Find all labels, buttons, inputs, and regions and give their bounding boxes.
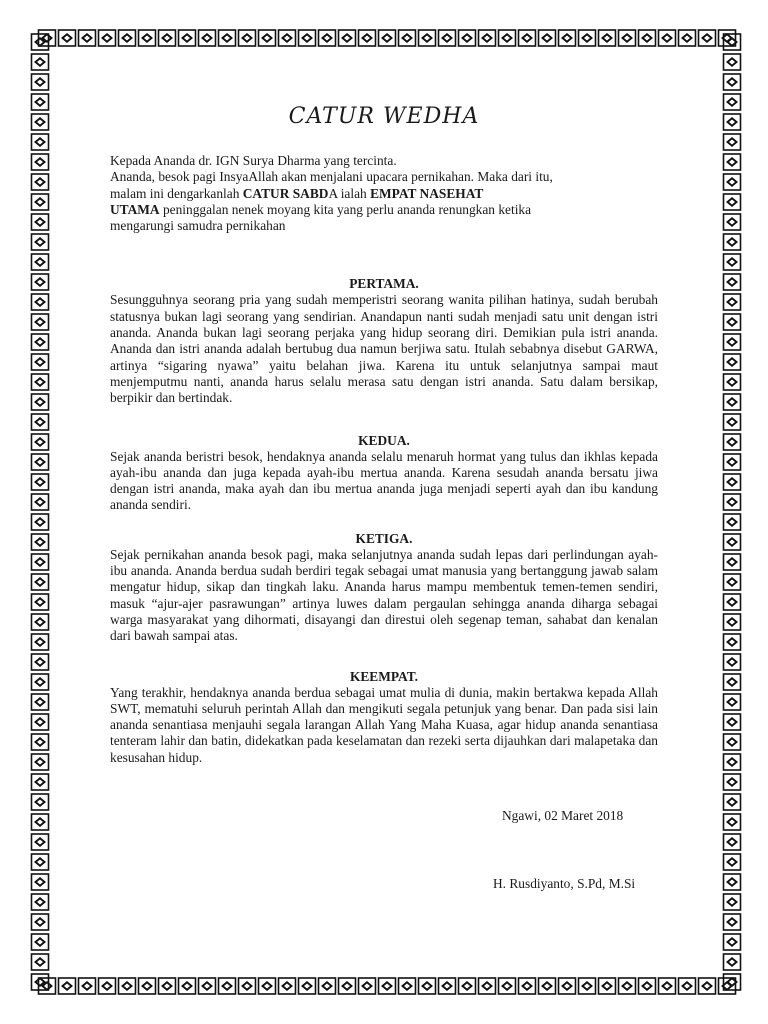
border-tile <box>32 574 49 590</box>
border-tile <box>724 954 741 970</box>
border-tile <box>79 30 96 46</box>
border-tile <box>419 978 436 994</box>
border-tile <box>32 814 49 830</box>
border-tile <box>724 734 741 750</box>
border-tile <box>724 654 741 670</box>
border-tile <box>32 374 49 390</box>
border-tile <box>519 978 536 994</box>
border-tile <box>724 234 741 250</box>
document-body <box>110 104 658 766</box>
border-tile <box>259 30 276 46</box>
border-tile <box>724 794 741 810</box>
section-body: Yang terakhir, hendaknya ananda berdua sebagai umat mulia di dunia, makin bertakwa kepada Allah SWT, mematuhi seluruh perintah Allah dan mengikuti segala petunjuk yang benar. Dan pada sisi lain ananda senantiasa menjauhi segala larangan Allah Yang Maha Kuasa, agar hidup ananda senantiasa tenteram lahir dan batin, didekatkan pada keselamatan dan rezeki serta dijauhkan dari malapetaka dan kesusahan hidup. <box>110 684 658 765</box>
border-tile <box>539 30 556 46</box>
border-tile <box>32 354 49 370</box>
border-tile <box>32 314 49 330</box>
border-tile <box>32 654 49 670</box>
border-tile <box>724 94 741 110</box>
border-tile <box>724 494 741 510</box>
border-tile <box>32 594 49 610</box>
border-tile <box>724 574 741 590</box>
border-tile <box>379 30 396 46</box>
border-tile <box>32 514 49 530</box>
border-tile <box>619 30 636 46</box>
border-tile <box>724 674 741 690</box>
border-tile <box>32 54 49 70</box>
border-tile <box>279 978 296 994</box>
border-tile <box>299 30 316 46</box>
border-tile <box>139 978 156 994</box>
border-tile <box>32 614 49 630</box>
border-tile <box>639 30 656 46</box>
border-tile <box>479 30 496 46</box>
border-tile <box>119 30 136 46</box>
border-tile <box>724 474 741 490</box>
border-tile <box>599 978 616 994</box>
border-tile <box>32 394 49 410</box>
border-tile <box>724 694 741 710</box>
intro-line-2: Ananda, besok pagi InsyaAllah akan menjalani upacara pernikahan. Maka dari itu, <box>110 169 553 185</box>
border-tile <box>32 454 49 470</box>
section-body: Sejak ananda beristri besok, hendaknya ananda selalu menaruh hormat yang tulus dan ikhlas kepada ayah-ibu ananda dan juga kepada ayah-ibu mertua ananda. Karena sesudah ananda bersatu jiwa dengan istri ananda, maka ayah dan ibu mertua ananda juga menjadi seperti ayah dan ibu kandung ananda sendiri. <box>110 448 658 513</box>
border-tile <box>559 978 576 994</box>
border-tile <box>359 30 376 46</box>
intro-text: malam ini dengarkanlah <box>110 185 243 201</box>
border-tile <box>32 694 49 710</box>
border-tile <box>339 978 356 994</box>
border-tile <box>32 914 49 930</box>
border-tile <box>179 30 196 46</box>
border-tile <box>724 874 741 890</box>
border-tile <box>699 978 716 994</box>
border-tile <box>159 978 176 994</box>
intro-bold: UTAMA <box>110 201 160 217</box>
border-tile <box>279 30 296 46</box>
border-tile <box>32 754 49 770</box>
border-tile <box>199 30 216 46</box>
section-ketiga <box>110 531 658 645</box>
border-tile <box>724 914 741 930</box>
border-tile <box>32 334 49 350</box>
border-tile <box>199 978 216 994</box>
border-tile <box>724 974 741 990</box>
document-date: Ngawi, 02 Maret 2018 <box>502 808 624 823</box>
border-tile <box>579 30 596 46</box>
border-tile <box>32 214 49 230</box>
border-tile <box>659 30 676 46</box>
border-tile <box>724 374 741 390</box>
border-tile <box>139 30 156 46</box>
border-tile <box>259 978 276 994</box>
border-tile <box>32 934 49 950</box>
intro-text: peninggalan nenek moyang kita yang perlu ananda renungkan ketika <box>159 201 532 217</box>
border-tile <box>724 114 741 130</box>
border-tile <box>319 30 336 46</box>
border-tile <box>32 34 49 50</box>
border-tile <box>724 454 741 470</box>
border-tile <box>359 978 376 994</box>
border-tile <box>79 978 96 994</box>
border-tile <box>32 774 49 790</box>
border-tile <box>59 978 76 994</box>
border-tile <box>339 30 356 46</box>
border-tile <box>32 794 49 810</box>
document-title: CATUR WEDHA <box>288 104 480 129</box>
border-tile <box>619 978 636 994</box>
border-tile <box>499 978 516 994</box>
border-bottom-ornament <box>30 976 744 996</box>
signer-name: H. Rusdiyanto, S.Pd, M.Si <box>493 876 636 891</box>
border-tile <box>659 978 676 994</box>
border-tile <box>459 30 476 46</box>
border-tile <box>319 978 336 994</box>
border-tile <box>32 854 49 870</box>
section-body: Sesungguhnya seorang pria yang sudah memperistri seorang wanita pilihan hatinya, sudah berubah statusnya bukan lagi seorang yang sendirian. Anandapun nanti sudah menjadi satu unit dengan istri ananda. Ananda bukan lagi seorang perjaka yang hidup seorang diri. Demikian pula istri ananda. Ananda dan istri ananda adalah bertubug dua namun berjiwa satu. Itulah sebabnya disebut GARWA, artinya “sigaring nyawa” yaitu belahan jiwa. Karena itu untuk selanjutnya sampai maut menjemputmu nanti, ananda harus selalu merasa satu dengan istri ananda. Satu dalam bersikap, berpikir dan bertindak. <box>110 292 658 406</box>
border-tile <box>32 294 49 310</box>
border-tile <box>32 274 49 290</box>
border-tile <box>32 494 49 510</box>
border-tile <box>724 514 741 530</box>
border-tile <box>724 134 741 150</box>
border-tile <box>239 30 256 46</box>
border-tile <box>724 834 741 850</box>
section-title: PERTAMA. <box>349 276 419 292</box>
border-tile <box>99 978 116 994</box>
border-tile <box>459 978 476 994</box>
border-tile <box>399 30 416 46</box>
border-tile <box>724 354 741 370</box>
border-top-ornament <box>30 28 744 48</box>
section-kedua <box>110 433 658 514</box>
border-tile <box>724 174 741 190</box>
border-tile <box>119 978 136 994</box>
section-title: KETIGA. <box>355 530 413 546</box>
border-tile <box>724 814 741 830</box>
border-tile <box>724 434 741 450</box>
border-tile <box>724 34 741 50</box>
border-tile <box>724 754 741 770</box>
border-tile <box>239 978 256 994</box>
border-tile <box>724 274 741 290</box>
border-tile <box>724 314 741 330</box>
border-tile <box>499 30 516 46</box>
border-tile <box>32 94 49 110</box>
border-tile <box>32 674 49 690</box>
section-body: Sejak pernikahan ananda besok pagi, maka selanjutnya ananda sudah lepas dari perlindungan ayah-ibu ananda. Ananda berdua sudah berdiri tegak sebagai umat manusia yang bertanggung jawab salam mengatur hidup, sikap dan tingkah laku. Ananda harus mampu membentuk temen-temen sendiri, masuk “ajur-ajer pasrawungan” artinya luwes dalam pergaulan sehingga ananda diharga sebagai warga masyarakat yang dihormati, disayangi dan direstui oleh segenap teman, sahabat dan kenalan dari bawah sampai atas. <box>110 546 658 644</box>
border-tile <box>299 978 316 994</box>
section-pertama <box>110 276 658 406</box>
border-tile <box>399 978 416 994</box>
border-tile <box>32 974 49 990</box>
border-tile <box>599 30 616 46</box>
border-tile <box>32 234 49 250</box>
border-tile <box>724 154 741 170</box>
intro-line-3 <box>110 186 658 202</box>
border-tile <box>724 934 741 950</box>
border-left-ornament <box>30 28 50 996</box>
border-tile <box>724 534 741 550</box>
intro-bold: CATUR SABD <box>242 185 329 201</box>
border-tile <box>32 74 49 90</box>
border-tile <box>724 774 741 790</box>
border-tile <box>32 114 49 130</box>
section-title: KEDUA. <box>358 432 410 448</box>
border-tile <box>724 414 741 430</box>
border-tile <box>32 134 49 150</box>
border-tile <box>32 254 49 270</box>
border-tile <box>439 978 456 994</box>
border-tile <box>679 978 696 994</box>
border-tile <box>679 30 696 46</box>
intro-bold: EMPAT NASEHAT <box>370 185 484 201</box>
border-tile <box>559 30 576 46</box>
border-tile <box>32 474 49 490</box>
border-tile <box>32 554 49 570</box>
border-tile <box>539 978 556 994</box>
border-tile <box>32 734 49 750</box>
border-tile <box>724 334 741 350</box>
border-tile <box>59 30 76 46</box>
border-tile <box>219 978 236 994</box>
border-tile <box>724 634 741 650</box>
border-tile <box>32 634 49 650</box>
border-tile <box>99 30 116 46</box>
border-tile <box>159 30 176 46</box>
border-tile <box>439 30 456 46</box>
intro-text: A ialah <box>328 185 371 201</box>
border-tile <box>32 154 49 170</box>
border-tile <box>724 294 741 310</box>
border-tile <box>724 594 741 610</box>
border-tile <box>724 854 741 870</box>
border-tile <box>724 194 741 210</box>
border-tile <box>724 54 741 70</box>
section-keempat <box>110 669 658 766</box>
border-tile <box>479 978 496 994</box>
border-tile <box>32 834 49 850</box>
border-tile <box>32 414 49 430</box>
border-tile <box>32 194 49 210</box>
border-tile <box>724 554 741 570</box>
border-tile <box>724 894 741 910</box>
border-tile <box>724 394 741 410</box>
border-tile <box>32 434 49 450</box>
intro-line-1: Kepada Ananda dr. IGN Surya Dharma yang tercinta. <box>110 153 397 168</box>
border-tile <box>579 978 596 994</box>
border-tile <box>32 954 49 970</box>
border-tile <box>32 894 49 910</box>
border-tile <box>639 978 656 994</box>
border-tile <box>724 714 741 730</box>
border-tile <box>724 214 741 230</box>
border-tile <box>724 74 741 90</box>
border-tile <box>379 978 396 994</box>
border-tile <box>519 30 536 46</box>
border-tile <box>699 30 716 46</box>
border-tile <box>219 30 236 46</box>
section-title: KEEMPAT. <box>349 668 419 684</box>
border-tile <box>32 174 49 190</box>
border-tile <box>179 978 196 994</box>
border-tile <box>32 534 49 550</box>
border-right-ornament <box>722 28 742 996</box>
intro-line-5: mengarungi samudra pernikahan <box>110 218 286 234</box>
border-tile <box>419 30 436 46</box>
border-tile <box>724 254 741 270</box>
intro-line-4 <box>110 202 658 218</box>
border-tile <box>32 874 49 890</box>
border-tile <box>32 714 49 730</box>
border-tile <box>724 614 741 630</box>
intro-paragraph <box>110 153 658 234</box>
